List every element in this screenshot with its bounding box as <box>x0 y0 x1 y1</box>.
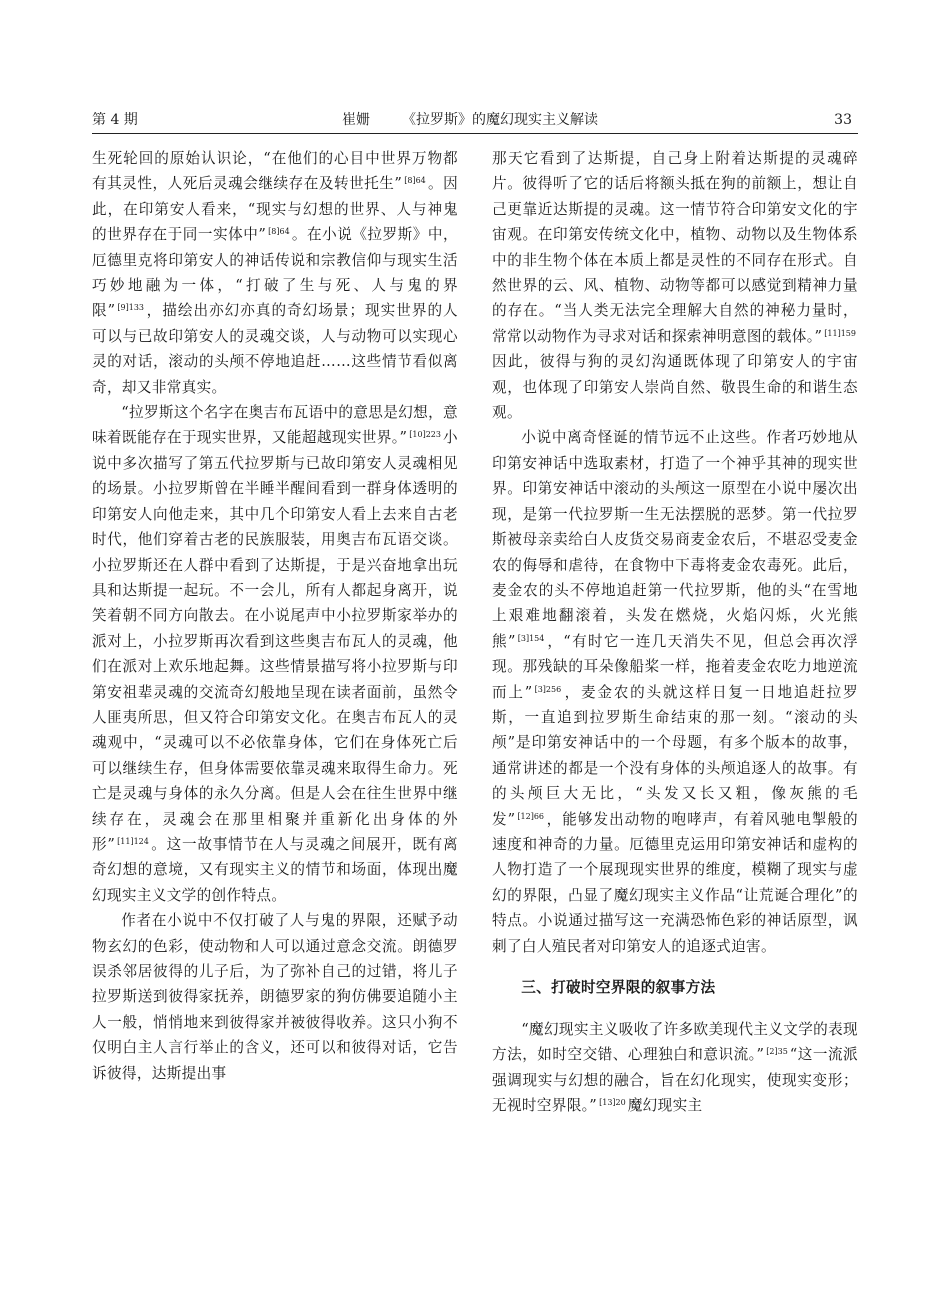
paragraph-text: ，麦金农的头就这样日复一日地追赶拉罗斯，一直追到拉罗斯生命结束的那一刻。“滚动的头颅”是印第安神话中的一个母题，有多个版本的故事，通常讲述的都是一个没有身体的头颅追逐人的故事。有的头颅巨大无比，“头发又长又粗，像灰熊的毛发” <box>492 683 858 828</box>
citation: [11]159 <box>824 328 856 338</box>
citation: [13]20 <box>599 1098 626 1108</box>
paragraph-text: 那天它看到了达斯提，自己身上附着达斯提的灵魂碎片。彼得听了它的话后将额头抵在狗的前额上，想让自己更靠近达斯提的灵魂。这一情节符合印第安文化的宇宙观。在印第安传统文化中，植物、动物以及生物体系中的非生物个体在本质上都是灵性的不同存在形式。自然世界的云、风、植物、动物等都可以感觉到精神力量的存在。“当人类无法完全理解大自然的神秘力量时，常常以动物作为寻求对话和探索神明意图的载体。” <box>492 150 858 345</box>
paragraph <box>492 425 858 959</box>
citation: [9]133 <box>117 303 145 313</box>
paragraph-text: ，描绘出亦幻亦真的奇幻场景；现实世界的人可以与已故印第安人的灵魂交谈，人与动物可以实现心灵的对话，滚动的头颅不停地追赶……这些情节看似离奇，却又非常真实。 <box>92 302 458 396</box>
citation: [2]35 <box>766 1047 788 1057</box>
header-rule <box>92 133 858 134</box>
paragraph-text: ，“有时它一连几天消失不见，但总会再次浮现。那残缺的耳朵像船桨一样，拖着麦金农吃力地逆流而上” <box>492 632 858 701</box>
citation: [3]154 <box>517 633 545 643</box>
citation: [8]64 <box>404 176 426 186</box>
citation: [3]256 <box>534 684 562 694</box>
right-column <box>492 146 858 1119</box>
paragraph <box>92 400 458 908</box>
paragraph-text: ，能够发出动物的咆哮声，有着风驰电掣般的速度和神奇的力量。厄德里克运用印第安神话和虚构的人物打造了一个展现现实世界的维度，模糊了现实与虚幻的界限，凸显了魔幻现实主义作品“让荒诞合理化”的特点。小说通过描写这一充满恐怖色彩的神话原型，讽刺了白人殖民者对印第安人的追逐式迫害。 <box>492 810 858 955</box>
paragraph-text: 生死轮回的原始认识论，“在他们的心目中世界万物都有其灵性，人死后灵魂会继续存在及转世托生” <box>92 150 458 193</box>
paragraph <box>92 146 458 400</box>
paragraph-text: 。在小说《拉罗斯》中，厄德里克将印第安人的神话传说和宗教信仰与现实生活巧妙地融为一体，“打破了生与死、人与鬼的界限” <box>92 226 458 320</box>
paragraph-text: 。因此，在印第安人看来，“现实与幻想的世界、人与神鬼的世界存在于同一实体中” <box>92 175 459 244</box>
section-heading: 三、打破时空界限的叙事方法 <box>521 979 716 996</box>
paragraph-text: 。这一故事情节在人与灵魂之间展开，既有离奇幻想的意境，又有现实主义的情节和场面，体现出魔幻现实主义文学的创作特点。 <box>92 835 458 904</box>
paragraph-text: 作者在小说中不仅打破了人与鬼的界限，还赋予动物玄幻的色彩，使动物和人可以通过意念交流。朗德罗误杀邻居彼得的儿子后，为了弥补自己的过错，将儿子拉罗斯送到彼得家抚养，朗德罗家的狗仿佛要追随小主人一般，悄悄地来到彼得家并被彼得收养。这只小狗不仅明白主人言行举止的含义，还可以和彼得对话，它告诉彼得，达斯提出事 <box>92 912 458 1082</box>
running-title <box>342 110 598 130</box>
paragraph <box>92 908 458 1086</box>
paragraph-text: 魔幻现实主 <box>627 1097 703 1115</box>
paragraph-text: “魔幻现实主义吸收了许多欧美现代主义文学的表现方法，如时空交错、心理独白和意识流。” <box>492 1021 858 1064</box>
paragraph-text: 小说中多次描写了第五代拉罗斯与已故印第安人灵魂相见的场景。小拉罗斯曾在半睡半醒间看到一群身体透明的印第安人向他走来，其中几个印第安人看上去来自古老时代，他们穿着古老的民族服装，用奥吉布瓦语交谈。小拉罗斯还在人群中看到了达斯提，于是兴奋地拿出玩具和达斯提一起玩。不一会儿，所有人都起身离开，说笑着朝不同方向散去。在小说尾声中小拉罗斯家举办的派对上，小拉罗斯再次看到这些奥吉布瓦人的灵魂，他们在派对上欢乐地起舞。这些情景描写将小拉罗斯与印第安祖辈灵魂的交流奇幻般地呈现在读者面前，虽然令人匪夷所思，但又符合印第安文化。在奥吉布瓦人的灵魂观中，“灵魂可以不必依靠身体，它们在身体死亡后可以继续生存，但身体需要依靠灵魂来取得生命力。死亡是灵魂与身体的永久分离。但是人会在往生世界中继续存在，灵魂会在那里相聚并重新化出身体的外形” <box>92 429 458 853</box>
page-number: 33 <box>834 112 852 128</box>
issue-number: 第 4 期 <box>92 112 138 128</box>
paragraph <box>492 1017 858 1119</box>
citation: [8]64 <box>268 227 290 237</box>
running-header <box>92 110 852 134</box>
paragraph-text: 因此，彼得与狗的灵幻沟通既体现了印第安人的宇宙观，也体现了印第安人崇尚自然、敬畏生命的和谐生态观。 <box>492 353 858 422</box>
citation: [12]66 <box>517 811 545 821</box>
paragraph-text: “拉罗斯这个名字在奥吉布瓦语中的意思是幻想，意味着既能存在于现实世界，又能超越现实世界。” <box>92 404 458 447</box>
citation: [10]223 <box>409 430 441 440</box>
header-article-title: 《拉罗斯》的魔幻现实主义解读 <box>402 112 598 128</box>
header-author: 崔姗 <box>342 112 370 128</box>
paragraph-text: “这一流派强调现实与幻想的融合，旨在幻化现实，使现实变形；无视时空界限。” <box>492 1046 858 1115</box>
paragraph-text: 小说中离奇怪诞的情节远不止这些。作者巧妙地从印第安神话中选取素材，打造了一个神乎其神的现实世界。印第安神话中滚动的头颅这一原型在小说中屡次出现，是第一代拉罗斯一生无法摆脱的恶梦。第一代拉罗斯被母亲卖给白人皮货交易商麦金农后，不堪忍受麦金农的侮辱和虐待，在食物中下毒将麦金农毒死。此后，麦金农的头不停地追赶第一代拉罗斯，他的头“在雪地上艰难地翻滚着，头发在燃烧，火焰闪烁，火光熊熊” <box>492 429 858 650</box>
citation: [11]124 <box>117 836 149 846</box>
left-column <box>92 146 458 1086</box>
paragraph <box>492 146 858 425</box>
